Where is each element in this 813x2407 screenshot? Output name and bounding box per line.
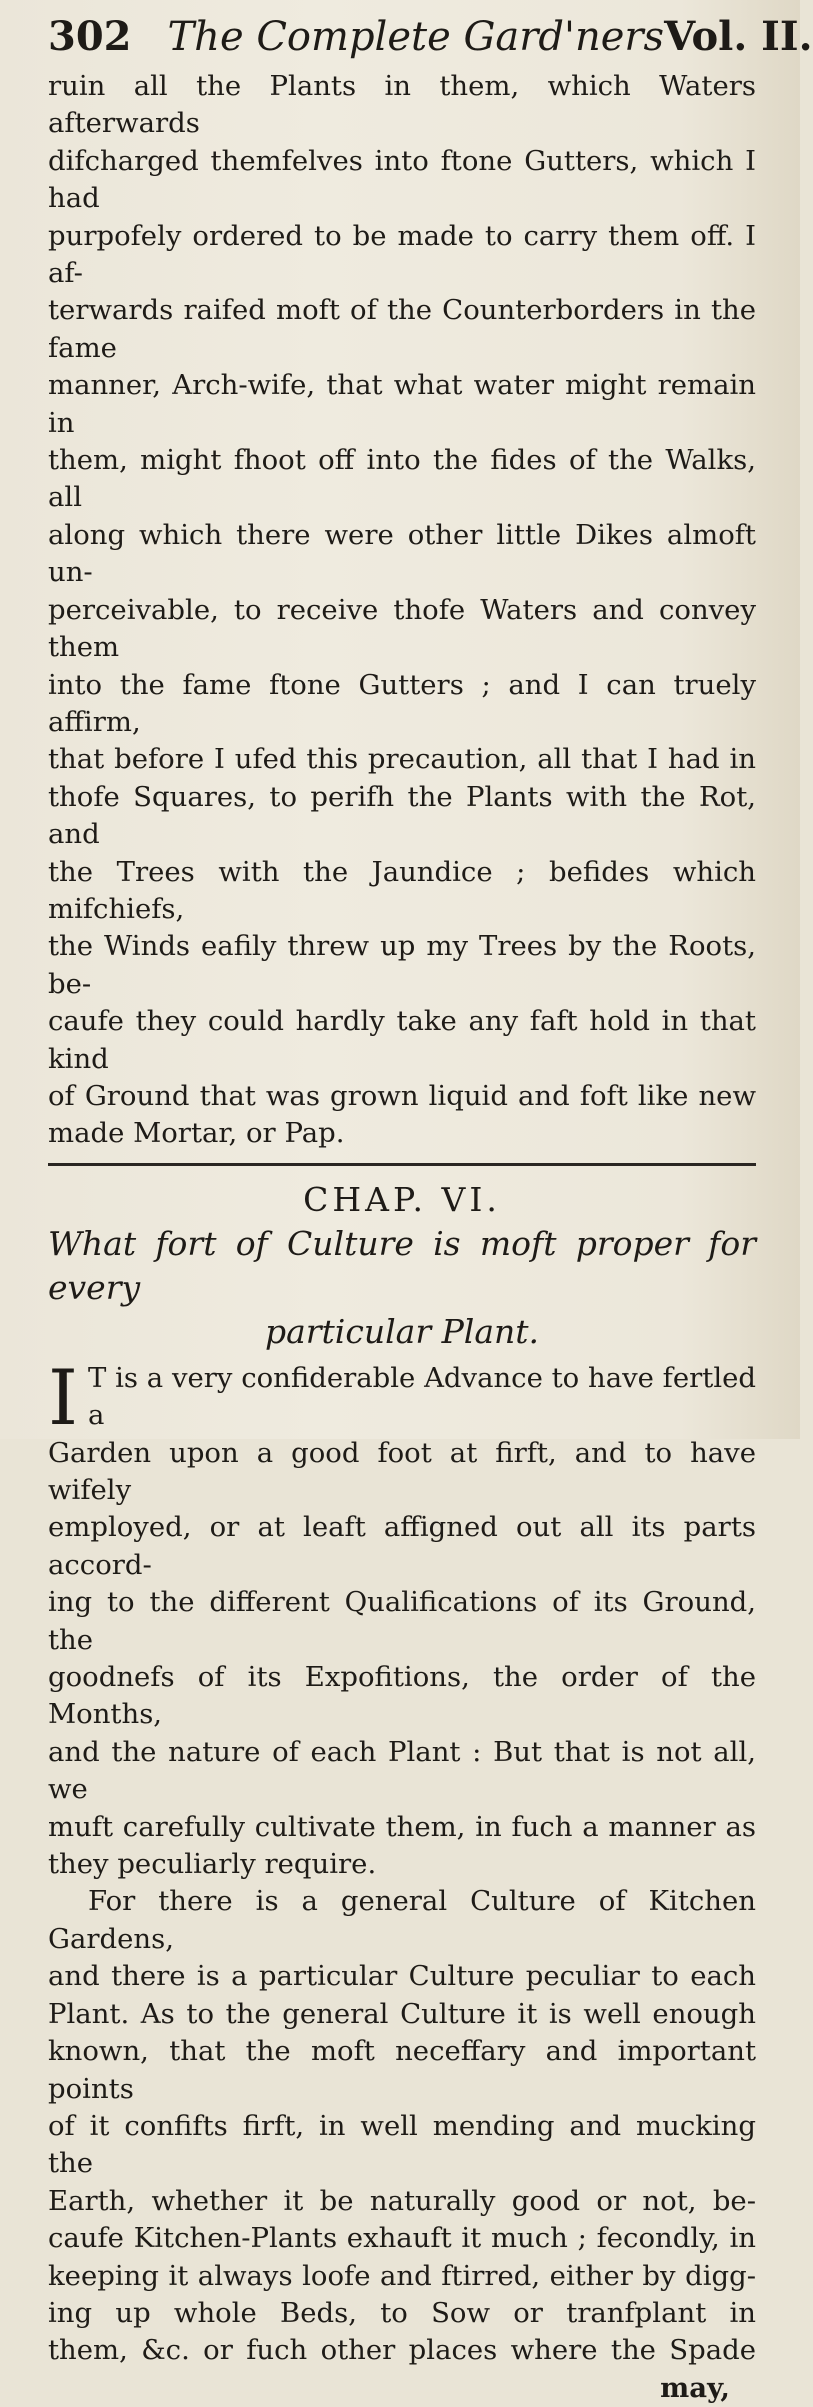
page-number: 302 <box>48 13 132 60</box>
text-line: ing up whole Beds, to Sow or tranfplant in <box>48 2296 756 2329</box>
text-line-last: they peculiarly require. <box>48 1848 377 1881</box>
text-line-last: made Mortar, or Pap. <box>48 1117 345 1150</box>
chapter-title-line: particular Plant. <box>264 1311 540 1351</box>
text-line: the Trees with the Jaundice ; befides which mifchiefs, <box>48 855 756 925</box>
volume-label: Vol. II. <box>664 13 813 60</box>
paragraph-1 <box>48 1352 756 1884</box>
text-line: of Ground that was grown liquid and foft like new <box>48 1079 756 1112</box>
text-line: manner, Arch-wife, that what water might remain in <box>48 369 756 439</box>
drop-cap: I <box>48 1352 79 1442</box>
text-line: of it confifts firft, in well mending and mucking the <box>48 2109 756 2180</box>
text-line: thofe Squares, to perifh the Plants with the Rot, and <box>48 780 756 851</box>
text-line: For there is a general Culture of Kitchen Gardens, <box>48 1885 756 1955</box>
text-line: caufe they could hardly take any faft hold in that kind <box>48 1005 756 1075</box>
text-line: keeping it always loofe and ftirred, either by digg- <box>48 2259 756 2292</box>
text-line: that before I ufed this precaution, all that I had in <box>48 743 756 776</box>
text-line: known, that the moft neceffary and important points <box>48 2035 756 2105</box>
text-line: perceivable, to receive thofe Waters and convey them <box>48 593 756 664</box>
text-line: employed, or at leaft affigned out all its parts accord- <box>48 1511 756 1581</box>
text-line: caufe Kitchen-Plants exhauft it much ; fecondly, in <box>48 2222 756 2255</box>
paragraph-2 <box>48 1883 756 2369</box>
text-line: ing to the different Qualifications of its Ground, the <box>48 1586 756 1656</box>
text-line: them, might fhoot off into the fides of the Walks, all <box>48 444 756 514</box>
text-line: purpofely ordered to be made to carry them off. I af- <box>48 219 756 290</box>
section-rule <box>48 1163 756 1166</box>
text-line: and the nature of each Plant : But that is not all, we <box>48 1735 756 1806</box>
running-head <box>48 6 813 68</box>
text-line: into the fame ftone Gutters ; and I can truely affirm, <box>48 668 756 738</box>
text-line: terwards raifed moft of the Counterborders in the fame <box>48 294 756 364</box>
text-line: Plant. As to the general Culture it is well enough <box>48 1997 756 2030</box>
text-line: ruin all the Plants in them, which Waters afterwards <box>48 70 756 140</box>
book-title: The Complete Gard'ners <box>167 14 665 60</box>
text-line: Earth, whether it be naturally good or not, be- <box>48 2184 756 2217</box>
chapter-heading: CHAP. VI. <box>303 1179 501 1219</box>
text-line: along which there were other little Dikes almoft un- <box>48 518 756 589</box>
text-line: them, &c. or fuch other places where the Spade <box>48 2334 756 2367</box>
chapter-title-line: What fort of Culture is moft proper for every <box>48 1223 756 1307</box>
text-line: difcharged themfelves into ftone Gutters, which I had <box>48 144 756 215</box>
text-line: Garden upon a good foot at firft, and to have wifely <box>48 1436 756 1506</box>
text-line: muft carefully cultivate them, in fuch a manner as <box>48 1810 756 1843</box>
text-line: goodnefs of its Expofitions, the order of the Months, <box>48 1661 756 1731</box>
continued-paragraph <box>48 68 756 1153</box>
text-line: T is a very confiderable Advance to have fertled a <box>88 1361 756 1432</box>
text-line: and there is a particular Culture peculiar to each <box>48 1960 756 1993</box>
catchword: may, <box>660 2371 730 2404</box>
text-line: the Winds eafily threw up my Trees by the Roots, be- <box>48 930 756 1000</box>
